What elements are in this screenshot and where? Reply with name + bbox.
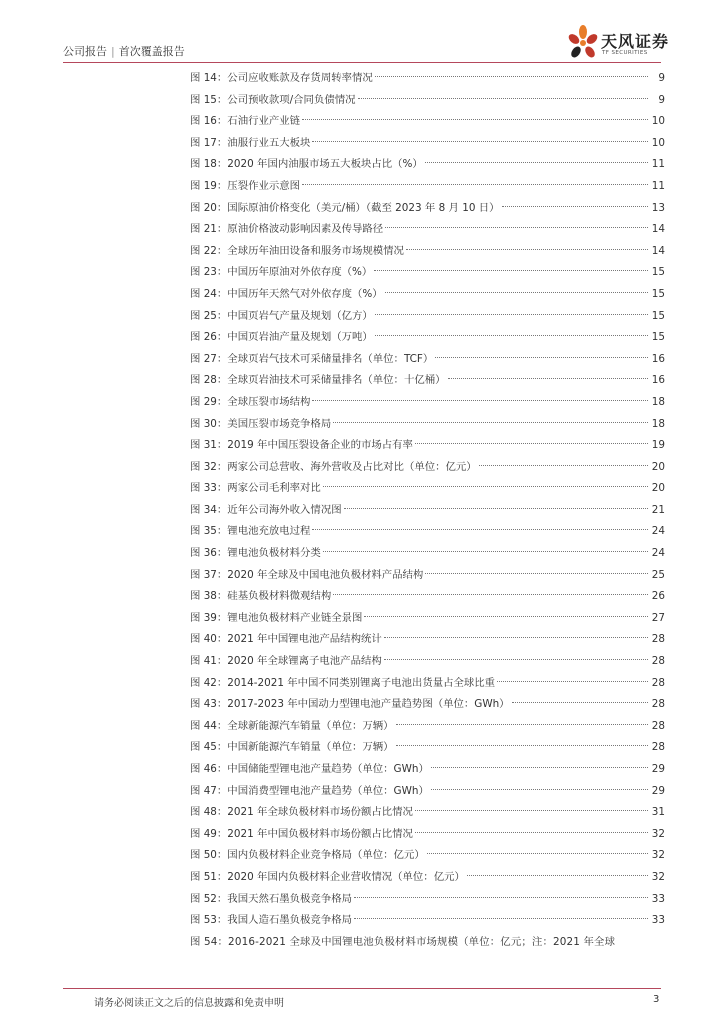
toc-leader-dots	[479, 465, 648, 466]
header-section: 公司报告	[63, 45, 107, 58]
toc-leader-dots	[302, 119, 648, 120]
toc-entry-label: 图 50：国内负极材料企业竞争格局（单位：亿元）	[190, 849, 425, 862]
toc-entry[interactable]	[190, 414, 665, 436]
toc-entry-label: 图 47：中国消费型锂电池产量趋势（单位：GWh）	[190, 784, 429, 797]
toc-leader-dots	[312, 141, 648, 142]
toc-entry-label: 图 16：石油行业产业链	[190, 115, 301, 128]
toc-entry-page: 28	[651, 698, 665, 711]
footer-divider	[63, 988, 661, 989]
toc-entry[interactable]	[190, 111, 665, 133]
footer-page-number: 3	[653, 994, 660, 1005]
toc-entry-label: 图 38：硅基负极材料微观结构	[190, 590, 332, 603]
toc-entry[interactable]	[190, 543, 665, 565]
toc-entry-label: 图 44：全球新能源汽车销量（单位：万辆）	[190, 719, 394, 732]
toc-leader-dots	[358, 98, 649, 99]
toc-leader-dots	[385, 292, 648, 293]
toc-entry-page: 27	[651, 611, 665, 624]
brand-logo	[565, 23, 675, 65]
toc-leader-dots	[396, 745, 648, 746]
toc-entry[interactable]	[190, 219, 665, 241]
toc-entry-label: 图 31：2019 年中国压裂设备企业的市场占有率	[190, 439, 413, 452]
toc-entry-label: 图 49：2021 年中国负极材料市场份额占比情况	[190, 827, 413, 840]
toc-entry[interactable]	[190, 845, 665, 867]
toc-leader-dots	[312, 529, 648, 530]
toc-entry[interactable]	[190, 478, 665, 500]
toc-entry-page: 10	[651, 136, 665, 149]
toc-entry-page: 28	[651, 655, 665, 668]
toc-entry-page: 15	[651, 331, 665, 344]
toc-entry-page: 29	[651, 784, 665, 797]
toc-entry-page: 33	[651, 914, 665, 927]
toc-entry[interactable]	[190, 198, 665, 220]
toc-entry[interactable]	[190, 651, 665, 673]
toc-entry-page: 14	[651, 244, 665, 257]
toc-entry-label: 图 54：2016-2021 全球及中国锂电池负极材料市场规模（单位：亿元；注：2021 年全球	[190, 935, 616, 948]
toc-entry[interactable]	[190, 824, 665, 846]
toc-leader-dots	[406, 249, 648, 250]
toc-leader-dots	[375, 335, 648, 336]
toc-entry-label: 图 41：2020 年全球锂离子电池产品结构	[190, 655, 382, 668]
toc-entry-page: 32	[651, 849, 665, 862]
toc-leader-dots	[384, 637, 648, 638]
toc-entry-page: 20	[651, 460, 665, 473]
toc-entry-page: 13	[651, 201, 665, 214]
toc-leader-dots	[415, 810, 648, 811]
toc-entry-label: 图 28：全球页岩油技术可采储量排名（单位：十亿桶）	[190, 374, 446, 387]
toc-leader-dots	[431, 789, 648, 790]
toc-leader-dots	[385, 227, 648, 228]
header-separator: |	[111, 45, 115, 58]
toc-leader-dots	[396, 724, 648, 725]
toc-entry-page: 28	[651, 676, 665, 689]
toc-entry-label: 图 17：油服行业五大板块	[190, 136, 311, 149]
toc-entry-page: 9	[658, 93, 665, 106]
toc-leader-dots	[323, 486, 648, 487]
toc-entry[interactable]	[190, 500, 665, 522]
toc-entry-label: 图 29：全球压裂市场结构	[190, 395, 311, 408]
toc-leader-dots	[425, 573, 648, 574]
toc-entry-label: 图 19：压裂作业示意图	[190, 179, 301, 192]
toc-entry[interactable]	[190, 737, 665, 759]
toc-entry[interactable]	[190, 759, 665, 781]
toc-leader-dots	[425, 162, 648, 163]
toc-entry[interactable]	[190, 694, 665, 716]
footer-disclaimer: 请务必阅读正文之后的信息披露和免责申明	[94, 998, 284, 1009]
toc-leader-dots	[374, 270, 648, 271]
toc-entry-label: 图 37：2020 年全球及中国电池负极材料产品结构	[190, 568, 424, 581]
toc-leader-dots	[415, 832, 648, 833]
toc-entry[interactable]	[190, 241, 665, 263]
brand-name: 天风证券	[601, 32, 670, 51]
toc-entry-label: 图 25：中国页岩气产量及规划（亿方）	[190, 309, 373, 322]
toc-entry[interactable]	[190, 90, 665, 112]
toc-leader-dots	[415, 443, 648, 444]
toc-entry[interactable]	[190, 133, 665, 155]
toc-leader-dots	[375, 76, 648, 77]
toc-leader-dots	[384, 659, 648, 660]
toc-entry-label: 图 40：2021 年中国锂电池产品结构统计	[190, 633, 382, 646]
toc-entry-page: 20	[651, 482, 665, 495]
toc-leader-dots	[354, 897, 648, 898]
toc-leader-dots	[502, 206, 648, 207]
toc-entry[interactable]	[190, 154, 665, 176]
toc-entry-page: 16	[651, 374, 665, 387]
toc-entry-label: 图 42：2014-2021 年中国不同类别锂离子电池出货量占全球比重	[190, 676, 496, 689]
toc-entry-label: 图 53：我国人造石墨负极竞争格局	[190, 914, 352, 927]
toc-leader-dots	[497, 681, 648, 682]
toc-entry-label: 图 20：国际原油价格变化（美元/桶）（截至 2023 年 8 月 10 日）	[190, 201, 500, 214]
toc-entry-label: 图 15：公司预收款项/合同负债情况	[190, 93, 356, 106]
toc-entry-label: 图 43：2017-2023 年中国动力型锂电池产量趋势图（单位：GWh）	[190, 698, 510, 711]
toc-entry-page: 11	[651, 179, 665, 192]
page-header	[0, 0, 724, 70]
toc-entry-label: 图 22：全球历年油田设备和服务市场规模情况	[190, 244, 404, 257]
toc-entry-page: 32	[651, 870, 665, 883]
toc-entry[interactable]	[190, 327, 665, 349]
toc-entry-page: 14	[651, 223, 665, 236]
toc-entry-label: 图 33：两家公司毛利率对比	[190, 482, 321, 495]
toc-leader-dots	[364, 616, 648, 617]
toc-entry-label: 图 36：锂电池负极材料分类	[190, 547, 321, 560]
toc-entry-label: 图 14：公司应收账款及存货周转率情况	[190, 72, 373, 84]
toc-entry-label: 图 26：中国页岩油产量及规划（万吨）	[190, 331, 373, 344]
toc-entry-label: 图 51：2020 年国内负极材料企业营收情况（单位：亿元）	[190, 870, 465, 883]
toc-entry[interactable]	[190, 889, 665, 911]
toc-entry-page: 15	[651, 309, 665, 322]
toc-entry-page: 28	[651, 741, 665, 754]
toc-entry-page: 24	[651, 547, 665, 560]
toc-entry-label: 图 34：近年公司海外收入情况图	[190, 503, 342, 516]
toc-entry-label: 图 21：原油价格波动影响因素及传导路径	[190, 223, 384, 236]
toc-entry[interactable]	[190, 781, 665, 803]
toc-entry[interactable]	[190, 586, 665, 608]
toc-entry-label: 图 23：中国历年原油对外依存度（%）	[190, 266, 373, 279]
toc-leader-dots	[431, 767, 648, 768]
toc-leader-dots	[323, 551, 648, 552]
toc-entry-page: 24	[651, 525, 665, 538]
toc-entry-page: 16	[651, 352, 665, 365]
toc-leader-dots	[312, 400, 648, 401]
toc-entry-page: 29	[651, 763, 665, 775]
toc-entry-page: 19	[651, 439, 665, 452]
toc-entry-page: 21	[651, 503, 665, 516]
toc-entry[interactable]	[190, 176, 665, 198]
toc-entry-page: 31	[651, 806, 665, 819]
toc-entry-label: 图 45：中国新能源汽车销量（单位：万辆）	[190, 741, 394, 754]
toc-leader-dots	[435, 357, 648, 358]
toc-entry-page: 25	[651, 568, 665, 581]
header-subsection: 首次覆盖报告	[118, 45, 185, 58]
toc-entry-label: 图 32：两家公司总营收、海外营收及占比对比（单位：亿元）	[190, 460, 477, 473]
toc-entry-label: 图 24：中国历年天然气对外依存度（%）	[190, 287, 383, 300]
toc-leader-dots	[344, 508, 648, 509]
toc-leader-dots	[354, 918, 648, 919]
brand-name-en: TF SECURITIES	[602, 50, 648, 56]
toc-leader-dots	[512, 702, 648, 703]
toc-entry[interactable]	[190, 262, 665, 284]
toc-entry-label: 图 30：美国压裂市场竞争格局	[190, 417, 332, 430]
toc-entry-label: 图 18：2020 年国内油服市场五大板块占比（%）	[190, 158, 423, 171]
toc-entry[interactable]	[190, 932, 665, 954]
toc-entry[interactable]	[190, 910, 665, 932]
toc-leader-dots	[302, 184, 648, 185]
toc-entry-label: 图 27：全球页岩气技术可采储量排名（单位：TCF）	[190, 352, 434, 365]
toc-entry[interactable]	[190, 673, 665, 695]
toc-entry[interactable]	[190, 867, 665, 889]
toc-entry[interactable]	[190, 435, 665, 457]
toc-entry-page: 32	[651, 827, 665, 840]
figure-index-list	[190, 68, 665, 953]
toc-entry-page: 18	[651, 395, 665, 408]
toc-leader-dots	[427, 853, 648, 854]
toc-entry[interactable]	[190, 349, 665, 371]
toc-entry-page: 10	[651, 115, 665, 128]
toc-entry[interactable]	[190, 457, 665, 479]
toc-entry[interactable]	[190, 565, 665, 587]
toc-leader-dots	[448, 378, 648, 379]
toc-entry-page: 15	[651, 287, 665, 300]
toc-entry-page: 15	[651, 266, 665, 279]
toc-entry[interactable]	[190, 392, 665, 414]
toc-entry[interactable]	[190, 306, 665, 328]
header-breadcrumb	[63, 43, 185, 59]
toc-entry-page: 11	[651, 158, 665, 171]
toc-entry-label: 图 46：中国储能型锂电池产量趋势（单位：GWh）	[190, 763, 429, 775]
toc-entry-label: 图 48：2021 年全球负极材料市场份额占比情况	[190, 806, 413, 819]
toc-entry[interactable]	[190, 521, 665, 543]
toc-entry-label: 图 52：我国天然石墨负极竞争格局	[190, 892, 352, 905]
logo-mark-icon	[565, 23, 601, 63]
toc-entry[interactable]	[190, 608, 665, 630]
toc-entry-page: 9	[658, 72, 665, 84]
header-divider	[63, 62, 661, 63]
toc-entry-page: 28	[651, 719, 665, 732]
toc-leader-dots	[333, 594, 648, 595]
toc-entry-label: 图 35：锂电池充放电过程	[190, 525, 311, 538]
toc-entry[interactable]	[190, 802, 665, 824]
toc-entry-page: 28	[651, 633, 665, 646]
toc-entry-label: 图 39：锂电池负极材料产业链全景图	[190, 611, 363, 624]
toc-entry-page: 26	[651, 590, 665, 603]
toc-entry[interactable]	[190, 284, 665, 306]
toc-leader-dots	[467, 875, 648, 876]
toc-entry-page: 18	[651, 417, 665, 430]
toc-leader-dots	[333, 422, 648, 423]
toc-leader-dots	[375, 314, 648, 315]
toc-entry[interactable]	[190, 370, 665, 392]
toc-entry[interactable]	[190, 716, 665, 738]
toc-entry[interactable]	[190, 68, 665, 90]
toc-entry[interactable]	[190, 629, 665, 651]
toc-entry-page: 33	[651, 892, 665, 905]
